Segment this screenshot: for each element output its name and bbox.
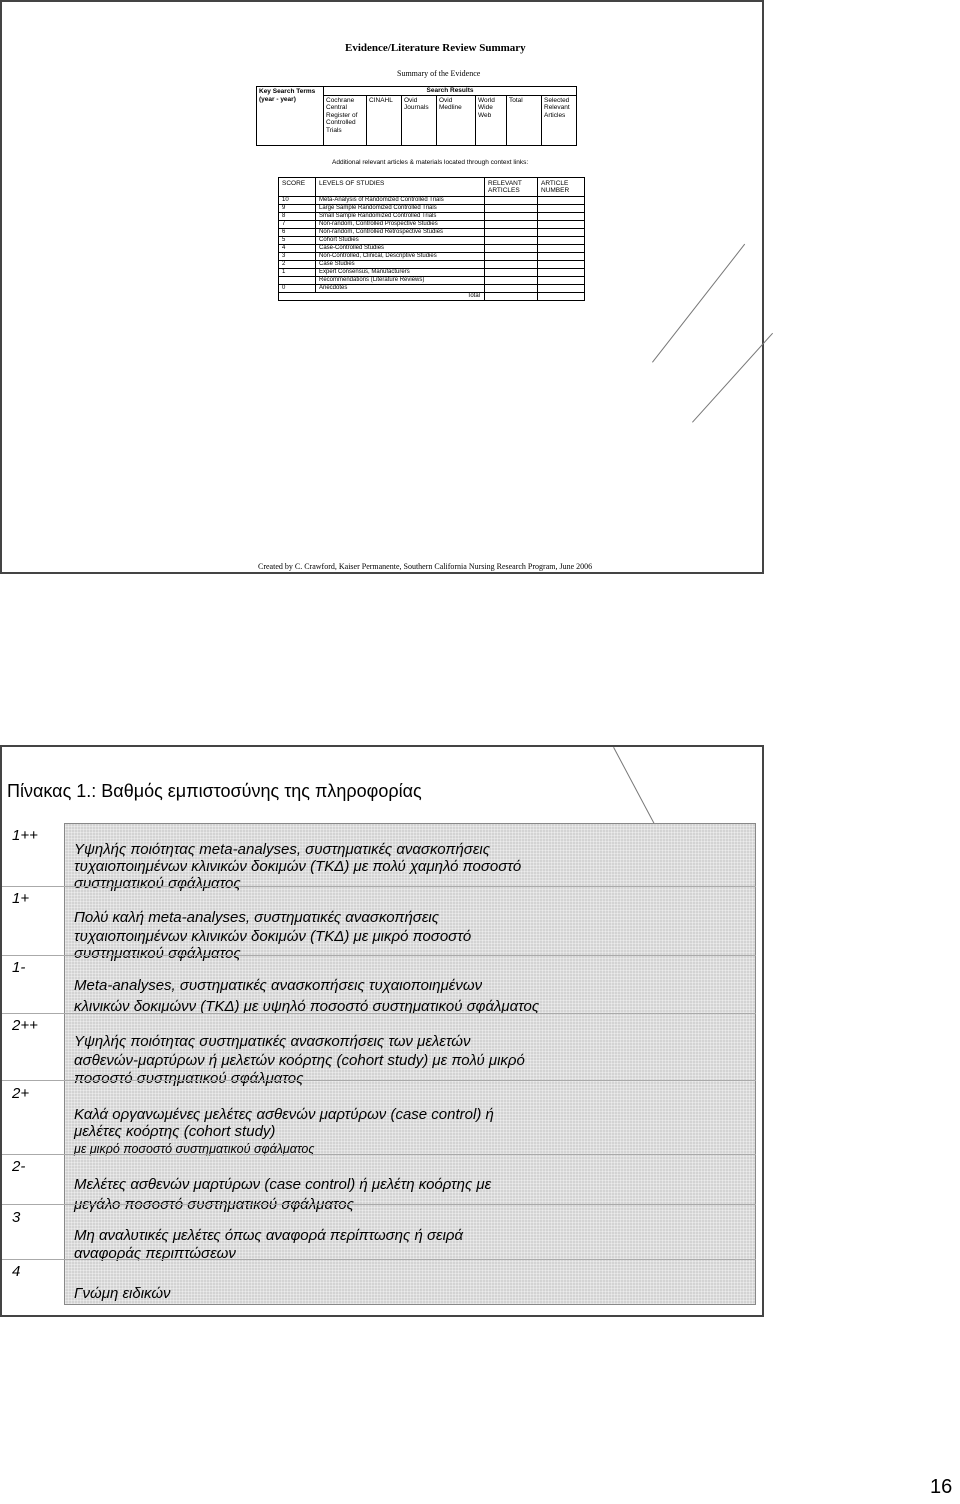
level-row	[279, 277, 585, 285]
search-results-table	[256, 86, 577, 146]
grade-score: 1++	[12, 827, 38, 844]
level-row	[279, 197, 585, 205]
grade-description-line: κλινικών δοκιμώνν (ΤΚΔ) με υψηλό ποσοστό συστηματικού σφάλματος	[74, 998, 540, 1015]
level-row	[279, 285, 585, 293]
context-links-note: Additional relevant articles & materials located through context links:	[332, 159, 529, 166]
article-number-header: ARTICLE NUMBER	[538, 178, 585, 197]
col-total: Total	[507, 95, 542, 146]
grade-description-line: Υψηλής ποιότητας meta-analyses, συστηματικές ανασκοπήσεις	[74, 841, 491, 858]
level-score: 6	[279, 229, 316, 237]
article-number-cell	[538, 237, 585, 245]
row-divider	[2, 1154, 756, 1155]
grade-score: 2+	[12, 1085, 30, 1102]
table-caption: Πίνακας 1.: Βαθμός εμπιστοσύνης της πληροφορίας	[7, 781, 422, 801]
col-selected-articles: Selected Relevant Articles	[542, 95, 577, 146]
relevant-articles-cell	[485, 253, 538, 261]
level-row	[279, 229, 585, 237]
relevant-articles-cell	[485, 285, 538, 293]
grade-description-line: τυχαιοποιημένων κλινικών δοκιμών (ΤΚΔ) με μικρό ποσοστό	[74, 928, 472, 945]
total-label: Total	[316, 293, 485, 301]
relevant-articles-cell	[485, 245, 538, 253]
row-divider	[2, 1013, 756, 1014]
total-article-cell	[538, 293, 585, 301]
relevant-articles-cell	[485, 205, 538, 213]
col-ovid-journals: Ovid Journals	[402, 95, 437, 146]
grade-description-line: Μελέτες ασθενών μαρτύρων (case control) ή μελέτη κοόρτης με	[74, 1176, 492, 1193]
level-row	[279, 213, 585, 221]
total-spacer	[279, 293, 316, 301]
key-terms-header: Key Search Terms (year - year)	[257, 87, 324, 146]
decorative-line	[652, 244, 745, 363]
summary-subtitle: Summary of the Evidence	[397, 69, 481, 78]
search-results-header: Search Results	[324, 87, 577, 96]
grade-description-line: Πολύ καλή meta-analyses, συστηματικές ανασκοπήσεις	[74, 909, 440, 926]
level-description: Large Sample Randomized Controlled Trials	[316, 205, 485, 213]
evidence-grade-table	[2, 823, 762, 1317]
grade-description-line: μεγάλο ποσοστό συστηματικού σφάλματος	[74, 1196, 354, 1213]
score-column	[2, 823, 64, 1317]
level-description: Expert Consensus, Manufacturers	[316, 269, 485, 277]
grade-description-line: Γνώμη ειδικών	[74, 1285, 171, 1302]
col-world-wide-web: World Wide Web	[476, 95, 507, 146]
row-divider	[2, 1259, 756, 1260]
level-score: 4	[279, 245, 316, 253]
relevant-articles-cell	[485, 277, 538, 285]
level-row	[279, 261, 585, 269]
level-score: 1	[279, 269, 316, 277]
page-number: 16	[930, 1476, 953, 1498]
grade-description-line: αναφοράς περιπτώσεων	[74, 1245, 236, 1262]
article-number-cell	[538, 245, 585, 253]
row-divider	[2, 1204, 756, 1205]
relevant-articles-cell	[485, 269, 538, 277]
article-number-cell	[538, 205, 585, 213]
grade-description-line: συστηματικού σφάλματος	[74, 945, 241, 962]
level-description: Anecdotes	[316, 285, 485, 293]
decorative-line	[692, 333, 773, 423]
level-description: Non-Controlled, Clinical, Descriptive Studies	[316, 253, 485, 261]
total-row	[279, 293, 585, 301]
relevant-articles-cell	[485, 229, 538, 237]
grade-description-line: Meta-analyses, συστηματικές ανασκοπήσεις τυχαιοποιημένων	[74, 977, 483, 994]
level-description: Non-random, Controlled Prospective Studies	[316, 221, 485, 229]
summary-title: Evidence/Literature Review Summary	[345, 42, 526, 54]
level-score: 9	[279, 205, 316, 213]
level-score: 8	[279, 213, 316, 221]
article-number-cell	[538, 197, 585, 205]
article-number-cell	[538, 221, 585, 229]
grade-description-line: με μικρό ποσοστό συστηματικού σφάλματος	[74, 1142, 315, 1156]
grade-description-line: συστηματικού σφάλματος	[74, 875, 241, 892]
relevant-articles-header: RELEVANT ARTICLES	[485, 178, 538, 197]
level-score: 3	[279, 253, 316, 261]
level-description: Non-random, Controlled Retrospective Studies	[316, 229, 485, 237]
row-divider	[2, 886, 756, 887]
grade-table-slide	[0, 745, 764, 1317]
evidence-summary-slide	[0, 0, 764, 574]
level-score: 10	[279, 197, 316, 205]
levels-of-studies-table	[278, 177, 585, 301]
article-number-cell	[538, 285, 585, 293]
article-number-cell	[538, 253, 585, 261]
col-ovid-medline: Ovid Medline	[437, 95, 476, 146]
level-score: 5	[279, 237, 316, 245]
article-number-cell	[538, 213, 585, 221]
level-score: 0	[279, 285, 316, 293]
article-number-cell	[538, 269, 585, 277]
level-description: Small Sample Randomized Controlled Trials	[316, 213, 485, 221]
grade-score: 1-	[12, 959, 26, 976]
score-header: SCORE	[279, 178, 316, 197]
article-number-cell	[538, 261, 585, 269]
grade-description-line: ποσοστό συστηματικού σφάλματος	[74, 1070, 304, 1087]
total-relevant-cell	[485, 293, 538, 301]
grade-description-line: τυχαιοποιημένων κλινικών δοκιμών (ΤΚΔ) με πολύ χαμηλό ποσοστό	[74, 858, 522, 875]
grade-description-line: Υψηλής ποιότητας συστηματικές ανασκοπήσεις των μελετών	[74, 1033, 471, 1050]
level-row	[279, 237, 585, 245]
grade-score: 2-	[12, 1158, 26, 1175]
row-divider	[2, 1080, 756, 1081]
grade-score: 2++	[12, 1017, 38, 1034]
relevant-articles-cell	[485, 221, 538, 229]
level-row	[279, 269, 585, 277]
level-score: 7	[279, 221, 316, 229]
grade-score: 4	[12, 1263, 21, 1280]
relevant-articles-cell	[485, 261, 538, 269]
relevant-articles-cell	[485, 197, 538, 205]
level-description: Case Studies	[316, 261, 485, 269]
grade-description-line: Μη αναλυτικές μελέτες όπως αναφορά περίπτωσης ή σειρά	[74, 1227, 464, 1244]
relevant-articles-cell	[485, 213, 538, 221]
level-description: Meta-Analysis of Randomized Controlled Trials	[316, 197, 485, 205]
level-row	[279, 245, 585, 253]
level-row	[279, 253, 585, 261]
level-description: Case-Controlled Studies	[316, 245, 485, 253]
credit-line: Created by C. Crawford, Kaiser Permanente, Southern California Nursing Research Program, June 2006	[258, 562, 593, 571]
grade-score: 1+	[12, 890, 30, 907]
col-cochrane: Cochrane Central Register of Controlled Trials	[324, 95, 367, 146]
levels-header: LEVELS OF STUDIES	[316, 178, 485, 197]
relevant-articles-cell	[485, 237, 538, 245]
level-row	[279, 221, 585, 229]
grade-score: 3	[12, 1209, 21, 1226]
grade-description-line: ασθενών-μαρτύρων ή μελετών κοόρτης (cohort study) με πολύ μικρό	[74, 1052, 525, 1069]
article-number-cell	[538, 277, 585, 285]
level-description: Cohort Studies	[316, 237, 485, 245]
article-number-cell	[538, 229, 585, 237]
level-score	[279, 277, 316, 285]
row-divider	[2, 955, 756, 956]
level-score: 2	[279, 261, 316, 269]
level-description: Recommendations (Literature Reviews)	[316, 277, 485, 285]
col-cinahl: CINAHL	[367, 95, 402, 146]
grade-description-line: Καλά οργανωμένες μελέτες ασθενών μαρτύρων (case control) ή	[74, 1106, 494, 1123]
level-row	[279, 205, 585, 213]
grade-description-line: μελέτες κοόρτης (cohort study)	[74, 1123, 276, 1140]
